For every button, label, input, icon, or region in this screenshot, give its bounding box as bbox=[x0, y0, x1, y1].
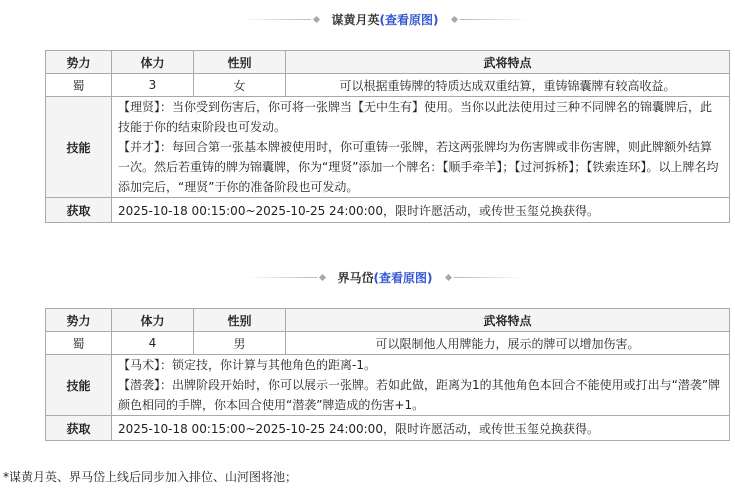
view-original-link[interactable]: (查看原图) bbox=[373, 270, 433, 285]
header-hp: 体力 bbox=[112, 51, 194, 74]
skill-description: 【理贤】：当你受到伤害后，你可将一张牌当【无中生有】使用。当你以此法使用过三种不同牌名的锦囊牌后，此技能于你的结束阶段也可发动。 bbox=[118, 100, 713, 134]
diamond-icon bbox=[444, 273, 451, 280]
diamond-icon bbox=[312, 15, 319, 22]
table-row bbox=[46, 332, 730, 355]
skill-description: 【潜袭】：出牌阶段开始时，你可以展示一张牌。若如此做，距离为1的其他角色本回合不能使用或打出与“潜袭”牌颜色相同的手牌，你本回合使用“潜袭”牌造成的伤害+1。 bbox=[118, 378, 721, 412]
header-hp: 体力 bbox=[112, 309, 194, 332]
header-feature: 武将特点 bbox=[286, 309, 730, 332]
skills-row bbox=[46, 355, 730, 416]
obtain-value: 2025-10-18 00:15:00~2025-10-25 24:00:00，限时许愿活动，或传世玉玺兑换获得。 bbox=[112, 198, 730, 223]
section-title-1 bbox=[40, 8, 730, 30]
skill-label: 技能 bbox=[46, 355, 112, 416]
view-original-link[interactable]: (查看原图) bbox=[379, 12, 439, 27]
obtain-value: 2025-10-18 00:15:00~2025-10-25 24:00:00，限时许愿活动，或传世玉玺兑换获得。 bbox=[112, 416, 730, 441]
skills-row bbox=[46, 97, 730, 198]
general-table-1 bbox=[45, 50, 730, 223]
gender-value: 男 bbox=[194, 332, 286, 355]
divider-left bbox=[241, 17, 322, 22]
obtain-label: 获取 bbox=[46, 416, 112, 441]
feature-value: 可以限制他人用牌能力，展示的牌可以增加伤害。 bbox=[286, 332, 730, 355]
footnote: *谋黄月英、界马岱上线后同步加入排位、山河图将池； bbox=[3, 470, 298, 484]
feature-value: 可以根据重铸牌的特质达成双重结算，重铸锦囊牌有较高收益。 bbox=[286, 74, 730, 97]
header-faction: 势力 bbox=[46, 309, 112, 332]
faction-value: 蜀 bbox=[46, 74, 112, 97]
general-name: 界马岱 bbox=[337, 270, 374, 285]
table-header-row bbox=[46, 51, 730, 74]
diamond-icon bbox=[450, 15, 457, 22]
hp-value: 4 bbox=[112, 332, 194, 355]
skill-description: 【马术】：锁定技，你计算与其他角色的距离-1。 bbox=[118, 358, 376, 372]
gender-value: 女 bbox=[194, 74, 286, 97]
divider-right bbox=[449, 17, 530, 22]
general-name: 谋黄月英 bbox=[331, 12, 380, 27]
skills-cell bbox=[112, 97, 730, 198]
hp-value: 3 bbox=[112, 74, 194, 97]
obtain-row bbox=[46, 416, 730, 441]
header-gender: 性别 bbox=[194, 309, 286, 332]
obtain-label: 获取 bbox=[46, 198, 112, 223]
skills-cell bbox=[112, 355, 730, 416]
diamond-icon bbox=[318, 273, 325, 280]
divider-left bbox=[247, 275, 328, 280]
header-feature: 武将特点 bbox=[286, 51, 730, 74]
table-header-row bbox=[46, 309, 730, 332]
skill-label: 技能 bbox=[46, 97, 112, 198]
faction-value: 蜀 bbox=[46, 332, 112, 355]
obtain-row bbox=[46, 198, 730, 223]
header-faction: 势力 bbox=[46, 51, 112, 74]
skill-description: 【并才】：每回合第一张基本牌被使用时，你可重铸一张牌，若这两张牌均为伤害牌或非伤害牌，则此牌额外结算一次。然后若重铸的牌为锦囊牌，你为“理贤”添加一个牌名：【顺手牵羊】；【过河拆桥】；【铁索连环】。以上牌名均添加完后，“理贤”于你的准备阶段也可发动。 bbox=[118, 140, 719, 194]
divider-right bbox=[443, 275, 524, 280]
general-table-2 bbox=[45, 308, 730, 441]
table-row bbox=[46, 74, 730, 97]
section-title-2 bbox=[40, 266, 730, 288]
header-gender: 性别 bbox=[194, 51, 286, 74]
